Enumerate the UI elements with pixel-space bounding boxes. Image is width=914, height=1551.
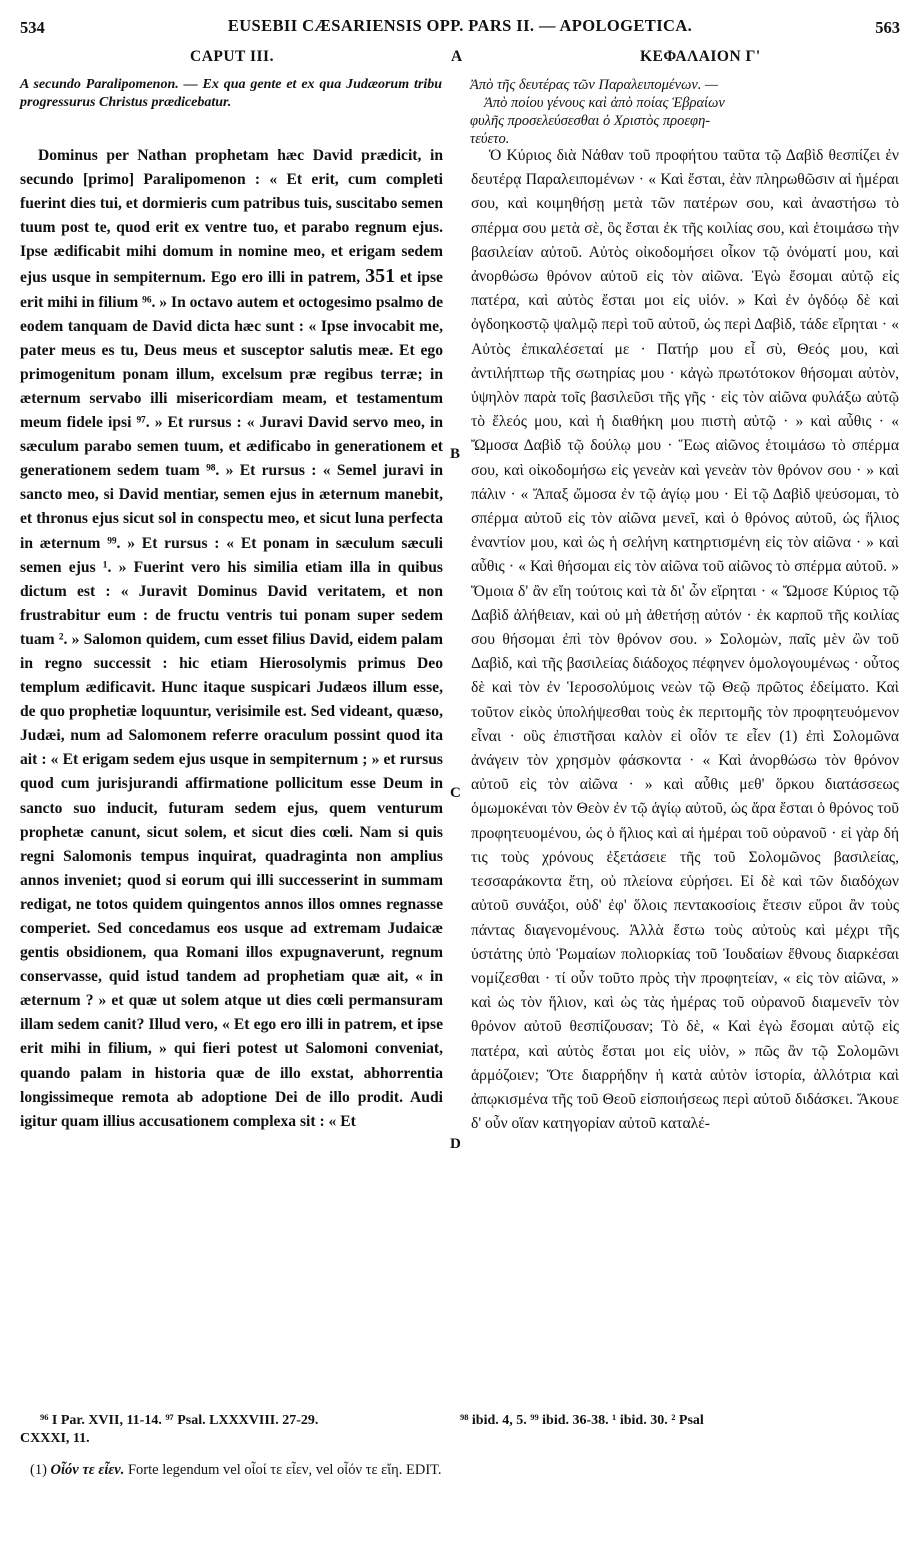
running-title: EUSEBII CÆSARIENSIS OPP. PARS II. — APOLOGETICA.: [227, 16, 693, 35]
page-number-left: 534: [20, 18, 45, 37]
chapter-summary-greek: [470, 76, 898, 148]
latin-text-part-1: Dominus per Nathan prophetam hæc David prædicit, in secundo [primo] Paralipomenon : « Et erit, cum completi fuerint dies tui, et dormieris cum patribus tuis, suscitabo semen tuum post te, quod erit ex ventre tuo, et parabo regnum ejus. Ipse ædificabit mihi domum in nomine meo, et erigam sedem ejus usque in sempiternum. Ego ero illi in patrem,: [20, 147, 443, 287]
footnote-refs-continued: CXXXI, 11.: [20, 1431, 90, 1446]
summary-greek-line: φυλῆς προσελεύσεσθαι ὁ Χριστὸς προεφη-: [470, 113, 711, 129]
column-marker-b: B: [450, 446, 461, 462]
chapter-heading-greek: ΚΕΦΑΛΑΙΟΝ Γ': [640, 48, 761, 65]
footnote-refs-right: ⁹⁸ ibid. 4, 5. ⁹⁹ ibid. 36-38. ¹ ibid. 30. ² Psal: [460, 1413, 704, 1428]
editor-note: [30, 1462, 442, 1479]
chapter-heading-latin: CAPUT III.: [190, 48, 274, 65]
summary-greek-line: Ἀπὸ τῆς δευτέρας τῶν Παραλειπομένων. —: [470, 77, 718, 93]
editor-note-text: Forte legendum vel οἷοί τε εἶεν, vel οἷόν τε εἴη. EDIT.: [127, 1462, 442, 1478]
marginal-page-number: 351: [365, 265, 396, 288]
latin-text-part-2: et ipse erit mihi in filium ⁹⁶. » In octavo autem et octogesimo psalmo de eodem tanquam de David dicta hæc sunt : « Ipse invocabit me, pater meus es tu, Deus meus et susceptor salutis meæ. Et ego primogenitum ponam illum, excelsum præ regibus terræ; in æternum servabo illi misericordiam meam, et testamentum meum fidele ipsi ⁹⁷. » Et rursus : « Juravi David servo meo, in sæculum parabo semen tuum, et ædificabo in generationem et generationem sedem tuam ⁹⁸. » Et rursus : « Semel juravi in sancto meo, si David mentiar, semen ejus in æternum manebit, et thronus ejus sicut sol in conspectu meo, et sicut luna perfecta in æternum ⁹⁹. » Et rursus : « Et ponam in sæculum sæculi semen ejus ¹. » Fuerint vero his similia etiam illa in quibus dictum est : « Juravit Dominus David veritatem, et non frustrabitur eum : de fructu ventris tui ponam super sedem tuam ². » Salomon quidem, cum esset filius David, eidem palam in regno successit : hic etiam Hierosolymis primus Deo templum ædificavit. Hunc itaque suspicari Judæos illum esse, de quo prophetiæ loquuntur, verisimile est. Sed videant, quæso, Judæi, num ad Salomonem referre oraculum possint quod ita ait : « Et erigam sedem ejus usque in sempiternum ; » et rursus quod cum jurisjurandi affirmatione pollicitum esse Deum in sancto suo inducit, futuram sedem ejus, quem venturum prophetæ canunt, sicut solem, et sicut dies cœli. Nam si quis regni Salomonis tempus inquirat, quadraginta non amplius annos inveniet; quod si eorum qui illi successerint in summam redigat, ne totos quidem quingentos annos illos omnes regnasse comperiet. Sed concedamus eos usque ad extremam Judaicæ gentis obsidionem, qua Romani illos expugnaverunt, regnum conservasse, quid istud tandem ad prophetiam quæ ait, « in æternum ? » et quæ ut solem atque ut dies cœli permansuram illam sedem canit? Illud vero, « Et ego ero illi in patrem, et ipse erit mihi in filium, » qui fieri potest ut Salomoni conveniat, quando palam in historia quæ de illo exstat, abhorrentia longissimeque remota ab adoptione Dei de illo prodit. Audi igitur quam illius accusationem complexa sit : « Et: [20, 269, 443, 1130]
summary-greek-line: τεύετο.: [470, 131, 510, 147]
column-marker-c: C: [450, 785, 461, 801]
greek-column: [471, 144, 899, 1136]
latin-column: [20, 144, 443, 1134]
footnote-refs-left: ⁹⁶ I Par. XVII, 11-14. ⁹⁷ Psal. LXXXVIII. 27-29.: [40, 1413, 319, 1428]
column-marker-a: A: [451, 48, 463, 65]
page-header: [20, 14, 900, 42]
summary-greek-line: Ἀπὸ ποίου γένους καὶ ἀπὸ ποίας Ἑβραίων: [484, 95, 725, 111]
editor-note-lemma: Οἷόν τε εἶεν.: [50, 1462, 125, 1478]
latin-paragraph: [20, 144, 443, 1134]
greek-paragraph: Ὁ Κύριος διὰ Νάθαν τοῦ προφήτου ταῦτα τῷ Δαβὶδ θεσπίζει ἐν δευτέρᾳ Παραλειπομένων · « Καὶ ἔσται, ἐὰν πληρωθῶσιν αἱ ἡμέραι σου, καὶ κοιμηθήσῃ μετὰ τῶν πατέρων σου, καὶ ἀναστήσω τὸ σπέρμα σου μετὰ σὲ, ὃς ἔσται ἐκ τῆς κοιλίας σου, καὶ ἑτοιμάσω τὴν βασιλείαν αὐτοῦ. Αὐτὸς οἰκοδομήσει οἶκον τῷ ὀνόματί μου, καὶ ἀνορθώσω θρόνον αὐτοῦ εἰς τὸν αἰῶνα. Ἐγὼ ἔσομαι αὐτῷ εἰς πατέρα, καὶ αὐτὸς ἔσται μοι εἰς υἱόν. » Καὶ ἐν ὀγδόῳ δὲ καὶ ὀγδοηκοστῷ ψαλμῷ περὶ τοῦ αὐτοῦ, ὡς περὶ Δαβὶδ, τάδε εἴρηται · « Αὐτὸς ἐπικαλέσεταί με · Πατήρ μου εἶ σὺ, Θεός μου, καὶ ἀντιλήπτωρ τῆς σωτηρίας μου · κἀγὼ πρωτότοκον θήσομαι αὐτὸν, ὑψηλὸν παρὰ τοῖς βασιλεῦσι τῆς γῆς · εἰς τὸν αἰῶνα φυλάξω αὐτῷ τὸ ἔλεός μου, καὶ ἡ διαθήκη μου πιστὴ αὐτῷ · » καὶ αὖθις · « Ὤμοσα Δαβὶδ τῷ δούλῳ μου · Ἕως αἰῶνος ἑτοιμάσω τὸ σπέρμα σου, καὶ οἰκοδομήσω εἰς γενεὰν καὶ γενεὰν τὸν θρόνον σου · » καὶ πάλιν · « Ἅπαξ ὤμοσα ἐν τῷ ἁγίῳ μου · Εἰ τῷ Δαβὶδ ψεύσομαι, τὸ σπέρμα αὐτοῦ εἰς τὸν αἰῶνα μενεῖ, καὶ ὁ θρόνος αὐτοῦ, ὡς ἥλιος ἐναντίον μου, καὶ ὡς ἡ σελήνη κατηρτισμένη εἰς τὸν αἰῶνα · » καὶ αὖθις · « Καὶ θήσομαι εἰς τὸν αἰῶνα τοῦ αἰῶνος τὸ σπέρμα αὐτοῦ. » Ὅμοια δ' ἂν εἴη τούτοις καὶ τὰ δι' ὧν εἴρηται · « Ὤμοσε Κύριος τῷ Δαβὶδ ἀλήθειαν, καὶ οὐ μὴ ἀθετήσῃ αὐτόν · ἐκ καρποῦ τῆς κοιλίας σου θήσομαι ἐπὶ τὸν θρόνον σου. » Σολομὼν, παῖς μὲν ὢν τοῦ Δαβὶδ, καὶ τῆς βασιλείας διάδοχος πέφηνεν ὁμολογουμένως · οὗτος δὲ καὶ τὸν ἐν Ἱεροσολύμοις νεὼν τῷ Θεῷ πρῶτος ἐδείματο. Καὶ τοῦτον εἰκὸς ὑπολήψεσθαι τοὺς ἐκ περιτομῆς τὸν προφητευόμενον εἶναι · οὓς ἐπιστῆσαι καλὸν εἰ οἷόν τε εἶεν (1) ἐπὶ Σολομῶνα ἀνάγειν τὸν χρησμὸν φάσκοντα · « Καὶ ἀνορθώσω τὸν θρόνον αὐτοῦ εἰς τὸν αἰῶνα · » καὶ αὖθις μεθ' ὅρκου διατάσσεως ὁμωμοκέναι τὸν Θεὸν ἐν τῷ ἁγίῳ αὐτοῦ, ὡς ἄρα ἔσται ὁ θρόνος τοῦ προφητευομένου, ὡς ὁ ἥλιος καὶ αἱ ἡμέραι τοῦ οὐρανοῦ · εἰ γὰρ δή τις τοὺς χρόνους ἐξετάσειε τῆς τοῦ Σολομῶνος βασιλείας, τεσσαράκοντα ἔτη, οὐ πλείονα εὑρήσει. Εἰ δὲ καὶ τῶν διαδόχων αὐτοῦ συνάξοι, οὐδ' ἐφ' ὅλοις πεντακοσίοις ἔτεσιν εὕροι ἂν τοὺς πάντας διαγενομένους. Ἀλλὰ ἔστω τοὺς αὐτοὺς καὶ μέχρι τῆς ὑστάτης ὑπὸ Ῥωμαίων πολιορκίας τοῦ Ἰουδαίων ἔθνους διαρκέσαι νομίζεσθαι · τί οὖν τοῦτο πρὸς τὴν προφητείαν, « εἰς τὸν αἰῶνα, » καὶ ὡς τὸν ἥλιον, καὶ ὡς τὰς ἡμέρας τοῦ οὐρανοῦ διαμενεῖν τὸν θρόνον αὐτοῦ θεσπίζουσαν; Τὸ δὲ, « Καὶ ἐγὼ ἔσομαι αὐτῷ εἰς πατέρα, καὶ αὐτὸς ἔσται μοι εἰς υἱὸν, » πῶς ἂν τῷ Σολομῶνι ἁρμόζοιεν; Ὅτε διαρρήδην ἡ κατὰ αὐτὸν ἱστορία, ἀλλότρια καὶ ἀπῳκισμένα τῆς τοῦ Θεοῦ εἰσποιήσεως περὶ αὐτοῦ διδάσκει. Ἄκουε δ' οὖν οἵαν κατηγορίαν αὐτοῦ καταλέ-: [471, 147, 899, 1133]
column-marker-d: D: [450, 1136, 461, 1152]
chapter-summary-latin: A secundo Paralipomenon. — Ex qua gente et ex qua Judæorum tribu progressurus Christus prædicebatur.: [20, 77, 442, 110]
editor-note-number: (1): [30, 1462, 47, 1478]
footnote-divider: [20, 1407, 900, 1408]
page-number-right: 563: [875, 18, 900, 37]
